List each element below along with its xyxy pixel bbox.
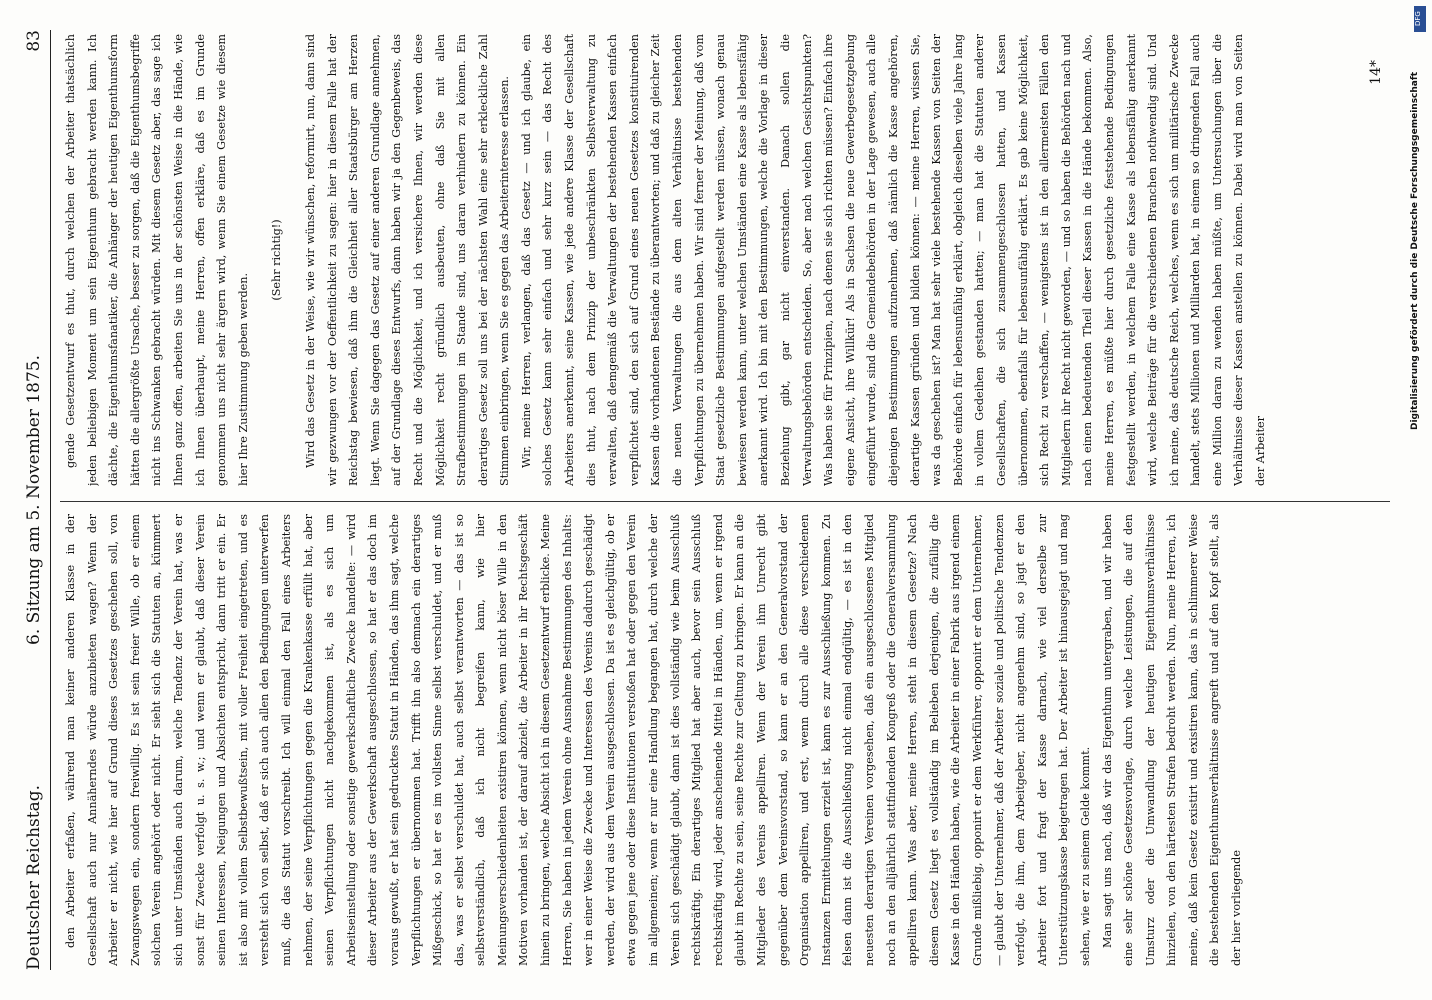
right-column	[60, 34, 1390, 486]
page-number: 83	[24, 30, 44, 52]
column-divider	[60, 501, 1390, 502]
signature-mark: 14*	[1368, 60, 1384, 85]
interjection: (Sehr richtig!)	[270, 219, 284, 301]
right-paragraph-3: Wir, meine Herren, verlangen, daß das Gesetz — und ich glaube, ein solches Gesetz kann sehr einfach und sehr kurz sein — das Recht des Arbeiters anerkennt, seine Kassen, wie jede andere Klasse der Gesellschaft dies thut, nach dem Prinzip der unbeschränkten Selbstverwaltung zu verwalten, daß demgemäß die Verwaltungen der bestehenden Kassen einfach verpflichtet sind, den sich auf Grund eines neuen Gesetzes konstituirenden Kassen die vorhandenen Bestände zu überantworten; und daß zu gleicher Zeit die neuen Verwaltungen die aus dem alten Verhältnisse bestehenden Verpflichtungen zu übernehmen haben. Wir sind ferner der Meinung, daß vom Staat gesetzliche Bestimmungen aufgestellt werden müssen, wonach genau bewiesen werden kann, unter welchen Umständen eine Kasse als lebensfähig anerkannt wird. Ich bin mit den Bestimmungen, welche die Vorlage in dieser Beziehung gibt, gar nicht einverstanden. Danach sollen die Verwaltungsbehörden entscheiden. So, aber nach welchen Gesichtspunkten? Was haben sie für Prinzipien, nach denen sie sich richten müssen? Einfach ihre eigene Ansicht, ihre Willkür! Als in Sachsen die neue Gewerbegesetzgebung eingeführt wurde, sind die Gemeindebehörden in der Lage gewesen, auch alle diejenigen Bestimmungen aufzunehmen, daß nämlich die Kasse angehören, derartige Kassen gründen und bilden können: — meine Herren, wissen Sie, was da geschehen ist? Man hat sehr viele bestehende Kassen von Seiten der Behörde einfach für lebensunfähig erklärt, obgleich dieselben viele Jahre lang in vollem Gedeihen gestanden hatten; — man hat die Statuten anderer Gesellschaften, die sich zusammengeschlossen hatten, und Kassen übernommen, ebenfalls für lebensunfähig erklärt. Es gab keine Möglichkeit, sich Recht zu verschaffen, — wenigstens ist in den allermeisten Fällen den Mitgliedern ihr Recht nicht geworden, — und so haben die Behörden nach und nach einen bedeutenden Theil dieser Kassen in die Hände bekommen. Also, meine Herren, es müßte hier durch gesetzliche feststehende Bedingungen festgestellt werden, in welchem Falle eine Kasse als lebensfähig anerkannt wird, welche Beiträge für die verschiedenen Branchen nothwendig sind. Und ich meine, das deutsche Reich, welches, wenn es sich um militärische Zwecke handelt, stets Millionen und Milliarden hat, in einem so dringenden Fall auch eine Million daran zu wenden haben müßte, um Untersuchungen über die Verhältnisse dieser Kassen anstellen zu können. Dabei wird man von Seiten der Arbeiter	[519, 34, 1268, 486]
digitization-notice: Digitalisierung gefördert durch die Deutsche Forschungsgemeinschaft	[1410, 71, 1420, 430]
header-publication: Deutscher Reichstag.	[24, 785, 44, 970]
dfg-logo: DFG	[1414, 6, 1426, 32]
left-paragraph-2: Man sagt uns nach, daß wir das Eigenthum untergraben, und wir haben eine sehr schöne Gesetzesvorlage, durch welche Leistungen, die auf den Umsturz oder die Umwandlung der heutigen Eigenthumsverhältnisse hinzielen, von den härtesten Strafen bedroht werden. Nun, meine Herren, ich meine, daß kein Gesetz existirt und existiren kann, das in schlimmerer Weise die bestehenden Eigenthumsverhältnisse angreift und auf den Kopf stellt, als der hier vorliegende	[1100, 514, 1244, 966]
right-paragraph-2: Wird das Gesetz in der Weise, wie wir wünschen, reformirt, nun, dann sind wir gezwungen vor der Oeffentlichkeit zu sagen: hier in diesem Falle hat der Reichstag bewiesen, daß ihm die Gleichheit aller Staatsbürger am Herzen liegt. Wenn Sie dagegen das Gesetz auf einer anderen Grundlage annehmen, auf der Grundlage dieses Entwurfs, dann haben wir ja den Gegenbeweis, das Recht und die Möglichkeit, und ich versichere Ihnen, wir werden diese Möglichkeit recht gründlich ausbeuten, ohne daß Sie mit allen Strafbestimmungen im Stande sind, uns daran verhindern zu können. Ein derartiges Gesetz soll uns bei der nächsten Wahl eine sehr erkleckliche Zahl Stimmen einbringen, wenn Sie es gegen das Arbeiterinteresse erlassen.	[303, 34, 512, 486]
right-paragraph-1: gende Gesetzentwurf es thut, durch welchen der Arbeiter thatsächlich jeden beliebigen Moment um sein Eigenthum gebracht werden kann. Ich dächte, die Eigenthumsfanatiker, die Anhänger der heutigen Eigenthumsform hätten die allergrößte Ursache, besser zu sorgen, daß die Eigenthumsbegriffe nicht ins Schwanken gebracht würden. Mit diesem Gesetz aber, das sage ich Ihnen ganz offen, arbeiten Sie uns in der schönsten Weise in die Hände, wie ich Ihnen überhaupt, meine Herren, offen erkläre, daß es im Grunde genommen uns nicht sehr ärgern wird, wenn Sie einem Gesetze wie diesem hier Ihre Zustimmung geben werden.	[64, 34, 250, 486]
header-session: 6. Sitzung am 5. November 1875.	[24, 355, 44, 645]
left-column	[60, 514, 1390, 966]
running-header	[10, 30, 51, 970]
left-paragraph-1: den Arbeiter erfaßen, während man keiner anderen Klasse in der Gesellschaft auch nur Annäherndes würde anzubieten wagen? Wenn der Arbeiter er nicht, wie hier auf Grund dieses Gesetzes geschehen soll, von Zwangswegen ein, sondern freiwillig. Es ist sein freier Wille, ob er einem solchen Verein angehört oder nicht. Er sieht sich die Statuten an, kümmert sich unter Umständen auch darum, welche Tendenz der Verein hat, was er sonst für Zwecke verfolgt u. s. w.; und wenn er glaubt, daß dieser Verein seinen Interessen, Neigungen und Absichten entspricht, dann tritt er ein. Er ist also mit vollem Selbstbewußtsein, mit voller Freiheit eingetreten, und es versteht sich von selbst, daß er sich auch allen den Bedingungen unterwerfen muß, die das Statut vorschreibt. Ich will einmal den Fall eines Arbeiters nehmen, der seine Verpflichtungen gegen die Krankenkasse erfüllt hat, aber seinen Verpflichtungen nicht nachgekommen ist, als es sich um Arbeitseinstellung oder sonstige gewerkschaftliche Zwecke handelte: — wird dieser Arbeiter aus der Gewerkschaft ausgeschlossen, so hat er das doch im voraus gewußt, er hat sein gedrucktes Statut in Händen, das ihm sagt, welche Verpflichtungen er übernommen hat. Trifft ihn also demnach ein derartiges Mißgeschick, so hat er es im vollsten Sinne selbst verschuldet, und er muß das, was er selbst verschuldet hat, auch selbst verantworten — das ist so selbstverständlich, daß ich nicht begreifen kann, wie hier Meinungsverschiedenheiten existiren können, wenn nicht böser Wille in den Motiven vorhanden ist, der darauf abzielt, die Arbeiter in ihr Rechtsgeschäft hinein zu bringen, welche Absicht ich in diesem Gesetzentwurf erblicke. Meine Herren, Sie haben in jedem Verein ohne Ausnahme Bestimmungen des Inhalts: wer in einer Weise die Zwecke und Interessen des Vereins dadurch geschädigt werden, der wird aus dem Verein ausgeschlossen. Da ist es gleichgültig, ob er etwa gegen jene oder diese Institutionen verstoßen hat oder gegen den Verein im allgemeinen; wenn er nur eine Handlung begangen hat, durch welche der Verein sich geschädigt glaubt, dann ist dies vollständig wie beim Ausschluß rechtskräftig. Ein derartiges Mitglied hat aber auch, bevor sein Ausschluß rechtskräftig wird, jeder anscheinende Mittel in Händen, um, wenn er irgend glaubt im Rechte zu sein, seine Rechte zur Geltung zu bringen. Er kann an die Mitglieder des Vereins appelliren. Wenn der Verein ihm Unrecht gibt gegenüber dem Vereinsvorstand, so kann er an den Generalvorstand der Organisation appelliren, und erst, wenn durch alle diese verschiedenen Instanzen Ermittelungen erzielt ist, kann es zur Ausschließung kommen. Zu felsen dann ist die Ausschließung nicht einmal endgültig, — es ist in den neuesten derartigen Vereinen vorgesehen, daß ein ausgeschlossenes Mitglied noch an den alljährlich stattfindenden Kongreß oder die Generalversammlung appelliren kann. Was aber, meine Herren, steht in diesem Gesetze? Nach diesem Gesetz liegt es vollständig im Belieben derjenigen, die zufällig die Kasse in den Händen haben, wie die Arbeiter in einer Fabrik aus irgend einem Grunde mißliebig, opponirt er dem Werkführer, opponirt er dem Unternehmer, — glaubt der Unternehmer, daß der Arbeiter soziale und politische Tendenzen verfolgt, die ihm, dem Arbeitgeber, nicht angenehm sind, so jagt er den Arbeiter fort und fragt der Kasse darnach, wie viel derselbe zur Unterstützungskasse beigetragen hat. Der Arbeiter ist hinausgejagt und mag sehen, wie er zu seinem Gelde kommt.	[64, 514, 1092, 966]
digitization-notice-strip	[1410, 10, 1430, 430]
